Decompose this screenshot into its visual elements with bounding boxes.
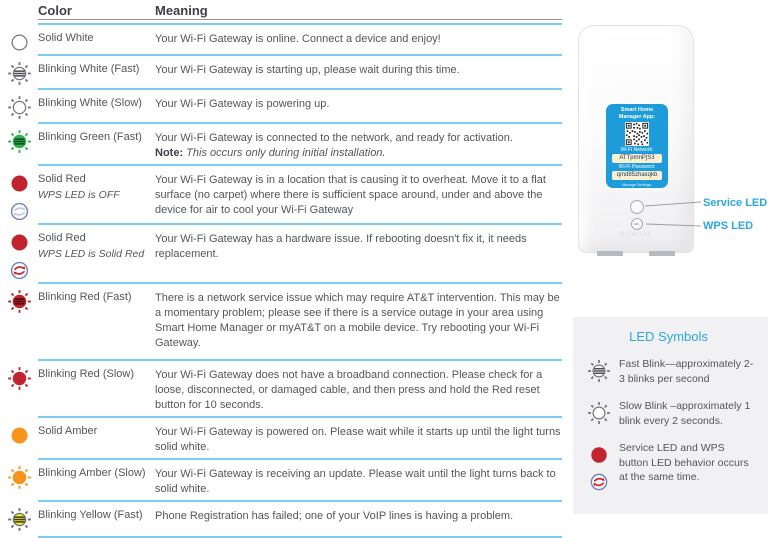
table-row — [0, 166, 565, 225]
led-symbol-item — [579, 399, 758, 428]
yellow-fast-led-icon — [6, 506, 33, 533]
meaning-main-text: Your Wi-Fi Gateway is receiving an update. Please wait until the light turns back to solid white. — [155, 468, 556, 495]
led-icon-cell — [0, 90, 38, 124]
meaning-text — [155, 460, 565, 502]
meaning-main-text: Your Wi-Fi Gateway has a hardware issue. If rebooting doesn't fix it, it needs replacement. — [155, 233, 527, 260]
wps-state-label: WPS LED is Solid Red — [38, 248, 145, 260]
color-label: Solid Red — [38, 232, 86, 244]
wps-led-label: WPS LED — [703, 220, 754, 232]
led-symbol-text: Fast Blink—approximately 2-3 blinks per second — [619, 358, 754, 385]
color-cell — [38, 502, 155, 538]
color-cell — [38, 460, 155, 502]
white-slow-led-icon — [6, 94, 33, 121]
color-cell — [38, 418, 155, 460]
led-icon-cell — [0, 460, 38, 502]
table-row — [0, 225, 565, 284]
led-icon-cell — [0, 25, 38, 56]
color-label: Blinking Amber (Slow) — [38, 467, 146, 479]
color-label: Blinking Yellow (Fast) — [38, 509, 143, 521]
wps-off-icon — [6, 198, 33, 225]
white-fast-led-icon — [6, 60, 33, 87]
meaning-main-text: There is a network service issue which may require AT&T intervention. This may be a momentary problem; please see if there is a service outage in your area using Smart Home Manager or myAT&T on a mobile device. Try rebooting your Wi-Fi Gateway. — [155, 292, 560, 349]
table-row — [0, 284, 565, 361]
led-icon-cell — [0, 361, 38, 418]
red-solid-led-icon — [6, 229, 33, 256]
header-meaning: Meaning — [155, 3, 208, 18]
green-fast-led-icon — [6, 128, 33, 155]
color-cell — [38, 225, 155, 284]
color-label: Blinking White (Fast) — [38, 63, 140, 75]
meaning-text — [155, 166, 565, 225]
color-cell — [38, 90, 155, 124]
led-symbol-item — [579, 441, 758, 495]
header-icon-spacer — [0, 0, 38, 25]
color-cell — [38, 284, 155, 361]
led-icon-cell — [0, 502, 38, 538]
color-label: Blinking Red (Slow) — [38, 368, 134, 380]
white-solid-led-icon — [6, 29, 33, 56]
meaning-text — [155, 502, 565, 538]
meaning-main-text: Your Wi-Fi Gateway is starting up, please wait during this time. — [155, 64, 460, 76]
sticker-password-value: qmd85zhaxqkb — [612, 171, 662, 180]
meaning-note: Note: This occurs only during initial installation. — [155, 147, 386, 159]
table-row — [0, 502, 565, 538]
meaning-text — [155, 361, 565, 418]
color-label: Blinking Green (Fast) — [38, 131, 142, 143]
led-icon-cell — [0, 56, 38, 90]
sticker-password-label: Wi-Fi Password: — [618, 164, 656, 170]
service-led-label: Service LED — [703, 197, 768, 209]
color-cell — [38, 124, 155, 166]
led-icon-cell — [0, 124, 38, 166]
meaning-main-text: Phone Registration has failed; one of your VoIP lines is having a problem. — [155, 510, 514, 522]
table-body — [0, 25, 565, 538]
meaning-text — [155, 25, 565, 56]
table-row — [0, 124, 565, 166]
wps-red-icon — [6, 257, 33, 284]
meaning-text — [155, 56, 565, 90]
sticker-network-value: ATTpmnPjS3 — [612, 154, 662, 163]
right-column — [565, 0, 768, 514]
color-cell — [38, 361, 155, 418]
table-row — [0, 460, 565, 502]
led-icon-cell — [0, 225, 38, 284]
red-fast-led-icon — [6, 288, 33, 315]
led-symbols-panel — [573, 317, 768, 514]
meaning-main-text: Your Wi-Fi Gateway is online. Connect a device and enjoy! — [155, 33, 441, 45]
color-cell — [38, 166, 155, 225]
led-symbol-text: Slow Blink –approximately 1 blink every 2 seconds. — [619, 400, 751, 427]
led-icon-cell — [0, 284, 38, 361]
meaning-text — [155, 418, 565, 460]
led-symbol-icon — [579, 357, 619, 386]
red-slow-led-icon — [6, 365, 33, 392]
header-color: Color — [38, 3, 72, 18]
led-symbols-title: LED Symbols — [629, 329, 708, 344]
meaning-main-text: Your Wi-Fi Gateway is powering up. — [155, 98, 330, 110]
led-symbol-text: Service LED and WPS button LED behavior occurs at the same time. — [619, 442, 749, 483]
table-row — [0, 361, 565, 418]
led-icon-cell — [0, 166, 38, 225]
led-symbol-icon — [579, 441, 619, 495]
table-row — [0, 56, 565, 90]
color-label: Blinking White (Slow) — [38, 97, 142, 109]
led-symbol-item — [579, 357, 758, 386]
meaning-main-text: Your Wi-Fi Gateway is in a location that is causing it to overheat. Move it to a flat surface (no carpet) where there is sufficient space around, under and above the device for air to cool your Wi-Fi Gateway — [155, 174, 546, 216]
amber-slow-led-icon — [6, 464, 33, 491]
red-solid-led-icon — [586, 442, 612, 468]
color-label: Solid Red — [38, 173, 86, 185]
white-fast-led-icon — [586, 358, 612, 384]
meaning-main-text: Your Wi-Fi Gateway is powered on. Please wait while it starts up until the light turns solid white. — [155, 426, 561, 453]
meaning-main-text: Your Wi-Fi Gateway is connected to the network, and ready for activation. — [155, 132, 513, 144]
sticker-network-label: Wi-Fi Network: — [620, 147, 654, 153]
meaning-text — [155, 124, 565, 166]
color-cell — [38, 25, 155, 56]
device-model-label: BGW320 — [619, 231, 653, 238]
meaning-text — [155, 284, 565, 361]
led-icon-cell — [0, 418, 38, 460]
sticker-footer-line2: att.com/SmartHomeManager — [612, 187, 662, 192]
wps-red-icon — [586, 469, 612, 495]
header-rule — [38, 19, 562, 20]
meaning-main-text: Your Wi-Fi Gateway does not have a broadband connection. Please check for a loose, disconnected, or damaged cable, and then press and hold the Red reset button for 10 seconds. — [155, 369, 543, 411]
table-row — [0, 90, 565, 124]
red-solid-led-icon — [6, 170, 33, 197]
color-label: Solid White — [38, 32, 94, 44]
led-symbol-icon — [579, 399, 619, 428]
table-header-row — [0, 0, 565, 25]
white-slow-led-icon — [586, 400, 612, 426]
meaning-text — [155, 90, 565, 124]
color-label: Solid Amber — [38, 425, 98, 437]
meaning-text — [155, 225, 565, 284]
color-cell — [38, 56, 155, 90]
wps-state-label: WPS LED is OFF — [38, 189, 120, 201]
sticker-app-label: Smart Home Manager App: — [618, 107, 656, 120]
table-row — [0, 25, 565, 56]
amber-solid-led-icon — [6, 422, 33, 449]
color-label: Blinking Red (Fast) — [38, 291, 132, 303]
sticker-footer-line1: Manage Settings: — [622, 183, 652, 187]
led-symbols-list — [579, 357, 758, 495]
table-row — [0, 418, 565, 460]
